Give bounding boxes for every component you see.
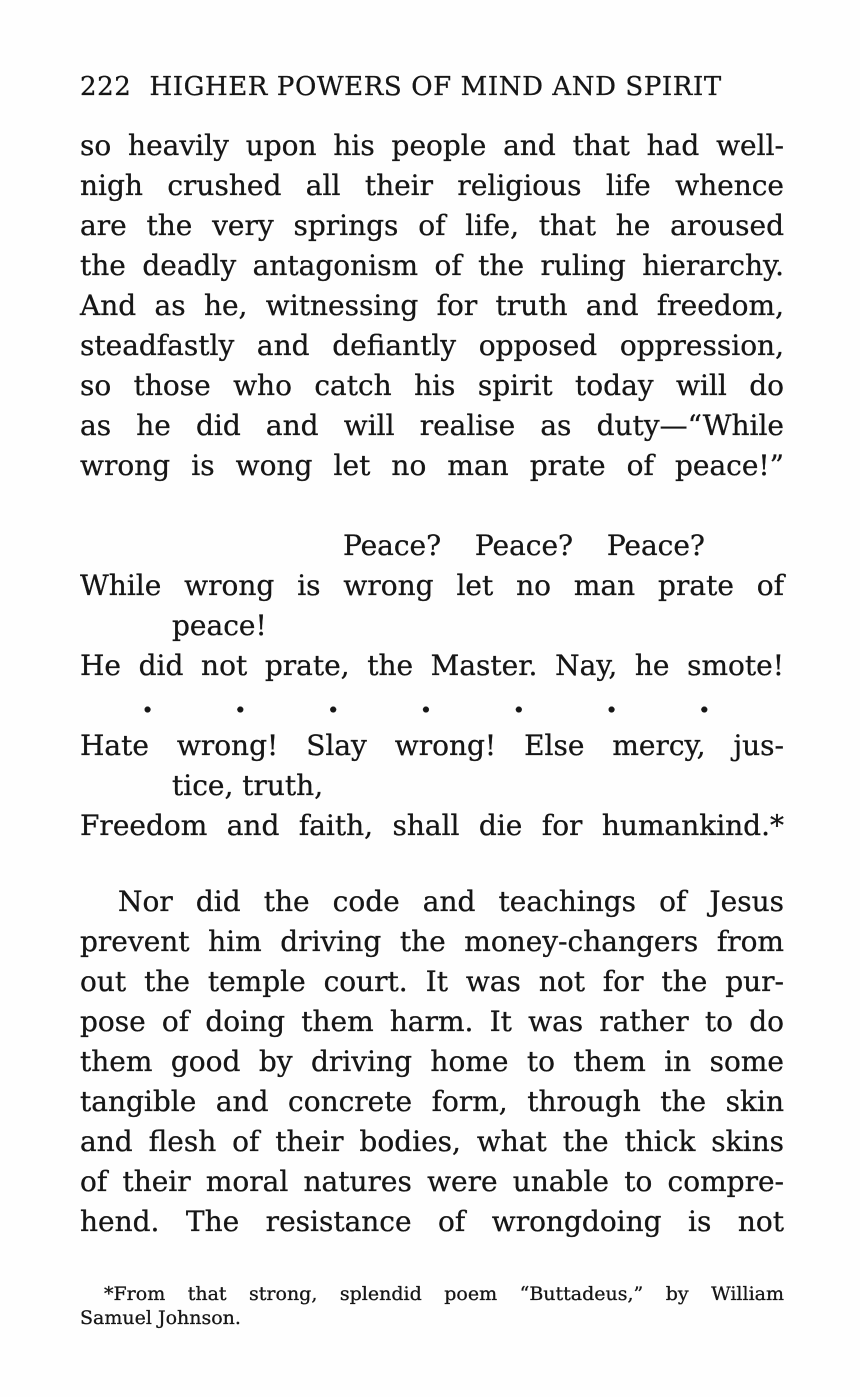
paragraph-2-line: prevent him driving the money-changers from — [80, 925, 784, 958]
paragraph-1 — [80, 126, 784, 486]
paragraph-2-line: Nor did the code and teachings of Jesus — [118, 885, 784, 918]
paragraph-1-line: nigh crushed all their religious life whence — [80, 169, 784, 202]
poem-excerpt — [80, 526, 784, 846]
ellipsis-dot: . — [420, 682, 432, 720]
paragraph-1-line: And as he, witnessing for truth and freedom, — [80, 289, 784, 322]
paragraph-2-line: and flesh of their bodies, what the thick skins — [80, 1125, 784, 1158]
page-number: 222 — [80, 72, 132, 102]
ellipsis-dot: . — [234, 682, 246, 720]
poem-runover-line: peace! — [172, 609, 267, 642]
running-header — [80, 0, 784, 102]
paragraph-2-line: out the temple court. It was not for the pur- — [80, 965, 784, 998]
running-header-title: HIGHER POWERS OF MIND AND SPIRIT — [149, 72, 722, 102]
paragraph-1-line: wrong is wong let no man prate of peace!” — [80, 449, 784, 482]
paragraph-1-line: as he did and will realise as duty—“While — [80, 409, 784, 442]
ellipsis-dot: . — [142, 682, 154, 720]
poem-line: Freedom and faith, shall die for humankind.* — [80, 809, 784, 842]
poem-line: While wrong is wrong let no man prate of — [80, 569, 784, 602]
ellipsis-dot: . — [698, 682, 710, 720]
ellipsis-dot: . — [327, 682, 339, 720]
poem-ellipsis-line — [142, 682, 710, 726]
page-content — [80, 0, 784, 1330]
paragraph-2-line: hend. The resistance of wrongdoing is not — [80, 1205, 784, 1238]
paragraph-1-line: are the very springs of life, that he aroused — [80, 209, 784, 242]
footnote-line: *From that strong, splendid poem “Buttadeus,” by William — [104, 1283, 784, 1305]
ellipsis-dot: . — [605, 682, 618, 720]
paragraph-1-line: so those who catch his spirit today will do — [80, 369, 784, 402]
paragraph-1-line: the deadly antagonism of the ruling hierarchy. — [80, 249, 784, 282]
poem-refrain-line: Peace? Peace? Peace? — [343, 529, 705, 562]
paragraph-2 — [80, 882, 784, 1242]
paragraph-2-line: tangible and concrete form, through the skin — [80, 1085, 784, 1118]
paragraph-1-line: steadfastly and defiantly opposed oppression, — [80, 329, 784, 362]
ellipsis-dot: . — [513, 682, 525, 720]
paragraph-1-line: so heavily upon his people and that had well- — [80, 129, 784, 162]
paragraph-2-line: pose of doing them harm. It was rather to do — [80, 1005, 784, 1038]
poem-line: Hate wrong! Slay wrong! Else mercy, jus- — [80, 729, 784, 762]
paragraph-2-line: them good by driving home to them in some — [80, 1045, 784, 1078]
poem-runover-line: tice, truth, — [172, 769, 324, 802]
footnote — [80, 1282, 784, 1330]
paragraph-2-line: of their moral natures were unable to compre- — [80, 1165, 784, 1198]
poem-line: He did not prate, the Master. Nay, he smote! — [80, 649, 784, 682]
footnote-line: Samuel Johnson. — [80, 1307, 241, 1329]
